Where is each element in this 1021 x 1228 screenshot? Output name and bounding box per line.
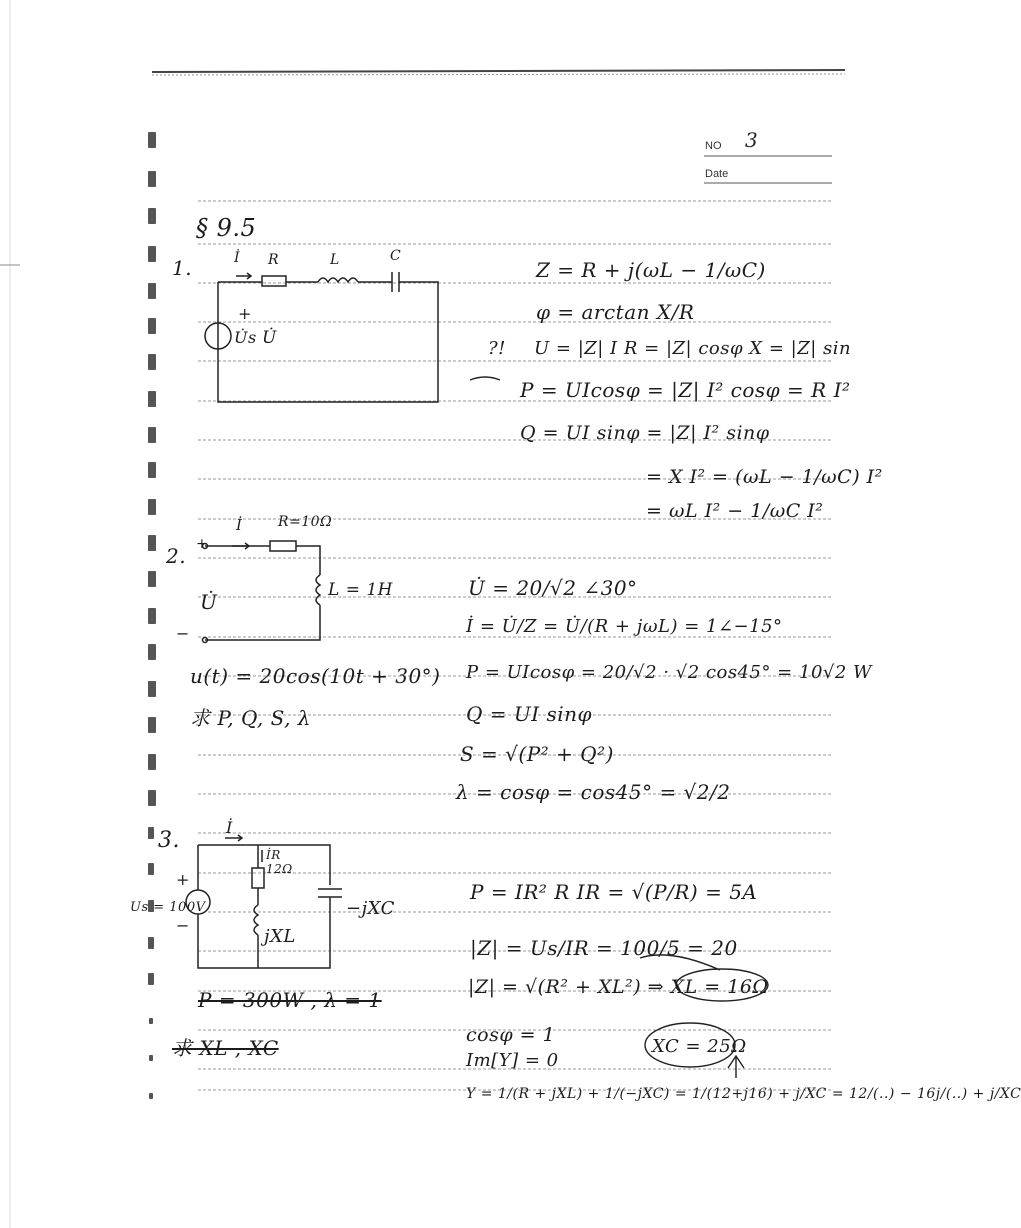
p2-voltage-label: U̇: [200, 590, 218, 614]
p2-eq-5: S = √(P² + Q²): [460, 742, 614, 766]
p1-eq-4: P = UIcosφ = |Z| I² cosφ = R I²: [520, 378, 851, 402]
p3-plus-label: +: [176, 870, 190, 889]
p2-resistor-label: R=10Ω: [278, 514, 333, 530]
p3-given-1: P = 300W , λ = 1: [198, 988, 382, 1012]
p3-resistor-label: 12Ω: [266, 862, 293, 876]
p3-eq-1: P = IR² R IR = √(P/R) = 5A: [470, 880, 758, 904]
p3-eq-5: Im[Y] = 0: [466, 1050, 559, 1071]
p2-given-1: u(t) = 20cos(10t + 30°): [190, 664, 441, 688]
p2-eq-4: Q = UI sinφ: [466, 702, 593, 726]
section-heading: § 9.5: [196, 214, 257, 242]
circuit-2: [203, 541, 321, 643]
p1-eq-7: = ωL I² − 1/ωC I²: [646, 500, 824, 522]
problem-1-number: 1.: [172, 256, 193, 280]
p1-inductor-label: L: [330, 252, 340, 268]
binding-marks: [148, 132, 156, 1099]
p3-eq-2: |Z| = Us/IR = 100/5 = 20: [470, 936, 738, 960]
page-number: 3: [745, 128, 758, 152]
p3-ir-label: İR: [266, 848, 281, 862]
problem-2-number: 2.: [166, 544, 187, 568]
p2-current-label: İ: [236, 516, 243, 534]
p2-eq-6: λ = cosφ = cos45° = √2/2: [456, 780, 731, 804]
p1-plus-label: +: [238, 304, 252, 323]
p3-eq-3: |Z| = √(R² + XL²) ⇒ XL = 16Ω: [468, 976, 769, 998]
p3-source-label: Us = 100V: [130, 900, 206, 915]
p2-eq-1: U̇ = 20/√2 ∠30°: [468, 576, 638, 600]
p2-inductor-label: L = 1H: [328, 580, 393, 600]
p2-eq-2: İ = U̇/Z = U̇/(R + jωL) = 1∠−15°: [466, 616, 783, 637]
p1-eq-3: U = |Z| I R = |Z| cosφ X = |Z| sin: [534, 338, 852, 359]
p1-capacitor-label: C: [390, 248, 402, 264]
date-label: Date: [705, 168, 729, 180]
p3-xl-label: jXL: [264, 926, 296, 947]
p1-current-label: İ: [234, 250, 241, 266]
p1-voltage-label: U̇: [262, 328, 277, 348]
p2-minus-label: −: [176, 624, 190, 643]
no-label: NO: [705, 140, 722, 152]
p1-eq-2: φ = arctan X/R: [536, 300, 695, 324]
p1-eq-5: Q = UI sinφ = |Z| I² sinφ: [520, 422, 770, 444]
p1-margin-note: ?!: [488, 338, 506, 359]
p1-source-label: U̇s: [234, 328, 257, 347]
p3-eq-6: Y = 1/(R + jXL) + 1/(−jXC) = 1/(12+j16) + j/XC = 12/(..) − 16j/(..) + j/XC: [466, 1086, 1021, 1102]
circuit-3: [186, 835, 342, 968]
p1-eq-6: = X I² = (ωL − 1/ωC) I²: [646, 466, 883, 488]
p1-resistor-label: R: [268, 252, 280, 268]
p3-result-xc: XC = 25Ω: [652, 1036, 747, 1057]
p2-eq-3: P = UIcosφ = 20/√2 · √2 cos45° = 10√2 W: [466, 662, 873, 683]
p3-given-2: 求 XL , XC: [172, 1036, 279, 1060]
p2-plus-label: +: [196, 536, 209, 552]
problem-3-number: 3.: [158, 828, 180, 853]
p3-minus-label: −: [176, 916, 190, 935]
p1-eq-1: Z = R + j(ωL − 1/ωC): [536, 258, 766, 282]
p3-current-label: İ: [226, 818, 233, 837]
p2-given-2: 求 P, Q, S, λ: [190, 706, 311, 730]
p3-eq-4: cosφ = 1: [466, 1024, 556, 1046]
p3-xc-label: −jXC: [346, 898, 395, 919]
